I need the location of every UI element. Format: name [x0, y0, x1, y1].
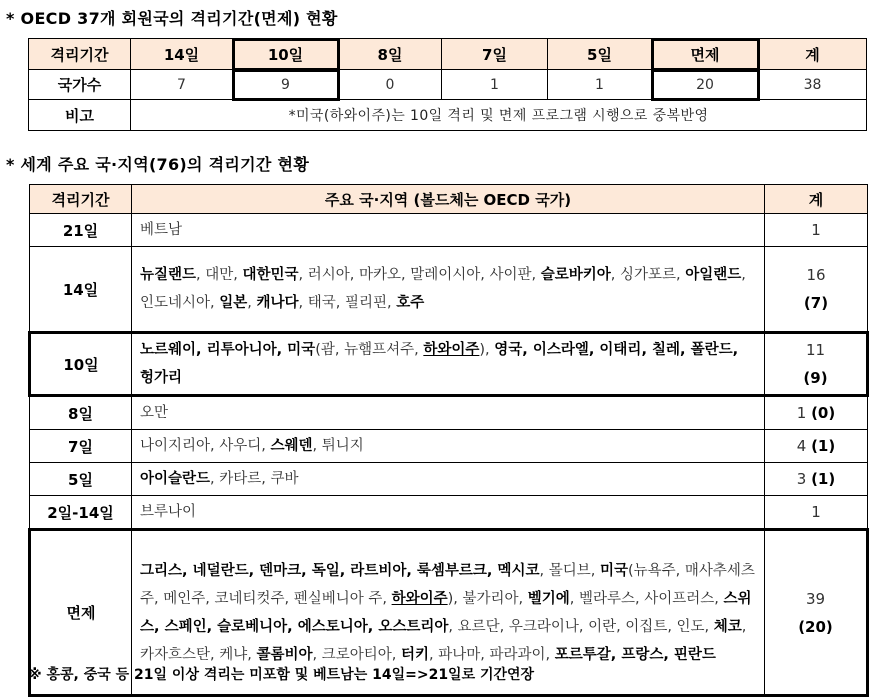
section1-title: * OECD 37개 회원국의 격리기간(면제) 현황 — [6, 9, 338, 28]
regions-cell — [132, 496, 765, 530]
period-cell: 8일 — [30, 396, 132, 430]
count-cell: 20 — [652, 70, 759, 100]
region-text: (괌, 뉴햄프셔주, — [315, 342, 424, 358]
period-cell: 21일 — [30, 214, 132, 247]
region-text: , 파나마, 파라과이, — [429, 646, 555, 663]
region-text: , 카자흐스탄, 케냐, — [140, 618, 747, 663]
total-value: 1 — [796, 404, 807, 422]
oecd-region-text: 아일랜드 — [685, 267, 742, 283]
count-cell: 7 — [131, 70, 233, 100]
header-col: 7일 — [442, 39, 548, 70]
regions-cell — [132, 247, 765, 333]
footnote: ※ 홍콩, 중국 등 21일 이상 격리는 미포함 및 베트남는 14일=>21일로 기간연장 — [28, 667, 535, 683]
total-cell — [765, 333, 868, 396]
region-text: , 태국, 필리핀, — [298, 295, 397, 311]
oecd-region-text: 스위스, 스페인, 슬로베니아, 에스토니아, 오스트리아 — [140, 590, 752, 635]
oecd-region-text: 캐나다 — [256, 295, 299, 311]
total-value: 1 — [811, 221, 821, 239]
regions-cell — [132, 430, 765, 463]
region-text: (뉴욕주, 매사추세츠주, 메인주, 코네티컷주, 펜실베니아 주, — [140, 562, 755, 607]
period-cell: 면제 — [30, 530, 132, 696]
header-regions: 주요 국·지역 (볼드체는 OECD 국가) — [132, 185, 765, 214]
oecd-region-text: 체코 — [713, 618, 742, 635]
oecd-region-text: 일본 — [219, 295, 248, 311]
region-text: 나이지리아, 사우디, — [140, 438, 271, 454]
oecd-region-text: 슬로바키아 — [540, 267, 611, 283]
regions-cell — [132, 396, 765, 430]
region-text: 오만 — [140, 405, 169, 421]
underlined-region-text: 하와이주 — [391, 590, 448, 607]
total-oecd-value: (7) — [803, 294, 829, 312]
oecd-region-text: 스웨덴 — [270, 438, 313, 454]
total-value: 3 — [796, 470, 807, 488]
remark-text: *미국(하와이주)는 10일 격리 및 면제 프로그램 시행으로 중복반영 — [131, 100, 867, 131]
count-cell: 38 — [759, 70, 867, 100]
region-text: 브루나이 — [140, 504, 197, 520]
oecd-region-text: 포르투갈, 프랑스, 핀란드 — [554, 646, 716, 663]
total-value: 4 — [796, 437, 807, 455]
total-value: 1 — [811, 503, 821, 521]
header-col: 면제 — [652, 39, 759, 70]
region-text: , 러시아, 마카오, 말레이시아, 사이판, — [298, 267, 541, 283]
region-text: , 튀니지 — [312, 438, 364, 454]
total-cell — [765, 530, 868, 696]
total-cell — [765, 247, 868, 333]
header-total: 계 — [765, 185, 868, 214]
total-value: 11 — [805, 341, 826, 359]
header-col: 14일 — [131, 39, 233, 70]
count-cell: 1 — [442, 70, 548, 100]
region-text: , 대만, — [196, 267, 243, 283]
oecd-region-text: 호주 — [396, 295, 425, 311]
header-col: 10일 — [233, 39, 339, 70]
header-period: 격리기간 — [30, 185, 132, 214]
region-text: , 크로아티아, — [312, 646, 402, 663]
region-text: , 벨라루스, 사이프러스, — [569, 590, 724, 607]
period-cell: 5일 — [30, 463, 132, 496]
oecd-region-text: 대한민국 — [242, 267, 299, 283]
total-cell — [765, 396, 868, 430]
total-cell — [765, 214, 868, 247]
world-quarantine-table — [28, 184, 869, 697]
total-value: 39 — [805, 589, 826, 608]
header-col: 8일 — [339, 39, 442, 70]
header-col: 5일 — [548, 39, 652, 70]
section2-title: * 세계 주요 국·지역(76)의 격리기간 현황 — [6, 155, 310, 174]
region-text: , — [247, 295, 257, 311]
region-text: , 몰디브, — [539, 562, 600, 579]
underlined-region-text: 하와이주 — [423, 342, 480, 358]
oecd-region-text: 터키 — [401, 646, 430, 663]
oecd-region-text: 뉴질랜드 — [140, 267, 197, 283]
total-value: 16 — [806, 266, 826, 284]
total-oecd-value: (0) — [811, 404, 836, 422]
period-cell: 10일 — [30, 333, 132, 396]
region-text: , 카타르, 쿠바 — [210, 471, 299, 487]
region-text: , 요르단, 우크라이나, 이란, 이집트, 인도, — [448, 618, 714, 635]
count-cell: 9 — [233, 70, 339, 100]
period-cell: 14일 — [30, 247, 132, 333]
oecd-region-text: 노르웨이, 리투아니아, 미국 — [140, 342, 316, 358]
total-oecd-value: (20) — [798, 617, 833, 636]
oecd-region-text: 콜롬비아 — [256, 646, 313, 663]
regions-cell — [132, 463, 765, 496]
region-text: , 인도네시아, — [140, 267, 746, 311]
total-cell — [765, 430, 868, 463]
regions-cell — [132, 333, 765, 396]
oecd-region-text: 아이슬란드 — [140, 471, 211, 487]
remark-label: 비고 — [29, 100, 131, 131]
total-cell — [765, 463, 868, 496]
region-text: , 싱가포르, — [610, 267, 686, 283]
oecd-region-text — [392, 591, 448, 607]
total-cell — [765, 496, 868, 530]
total-oecd-value: (9) — [803, 369, 828, 387]
oecd-region-text: 벨기에 — [527, 590, 570, 607]
oecd-region-text: 그리스, 네덜란드, 덴마크, 독일, 라트비아, 룩셈부르크, 멕시코 — [140, 562, 540, 579]
row-count-label: 국가수 — [29, 70, 131, 100]
oecd-region-text: 영국, 이스라엘, 이태리, 칠레, 폴란드, 헝가리 — [140, 342, 739, 386]
count-cell: 1 — [548, 70, 652, 100]
count-cell: 0 — [339, 70, 442, 100]
total-oecd-value: (1) — [811, 437, 836, 455]
total-oecd-value: (1) — [811, 470, 836, 488]
regions-cell — [132, 214, 765, 247]
region-text: ), — [479, 342, 495, 358]
period-cell: 2일-14일 — [30, 496, 132, 530]
oecd-region-text: 미국 — [599, 562, 628, 579]
header-period-label: 격리기간 — [29, 39, 131, 70]
header-col: 계 — [759, 39, 867, 70]
region-text: ), 불가리아, — [447, 590, 528, 607]
oecd-quarantine-table — [28, 38, 867, 131]
oecd-region-text — [423, 342, 479, 358]
region-text: 베트남 — [140, 222, 183, 238]
period-cell: 7일 — [30, 430, 132, 463]
